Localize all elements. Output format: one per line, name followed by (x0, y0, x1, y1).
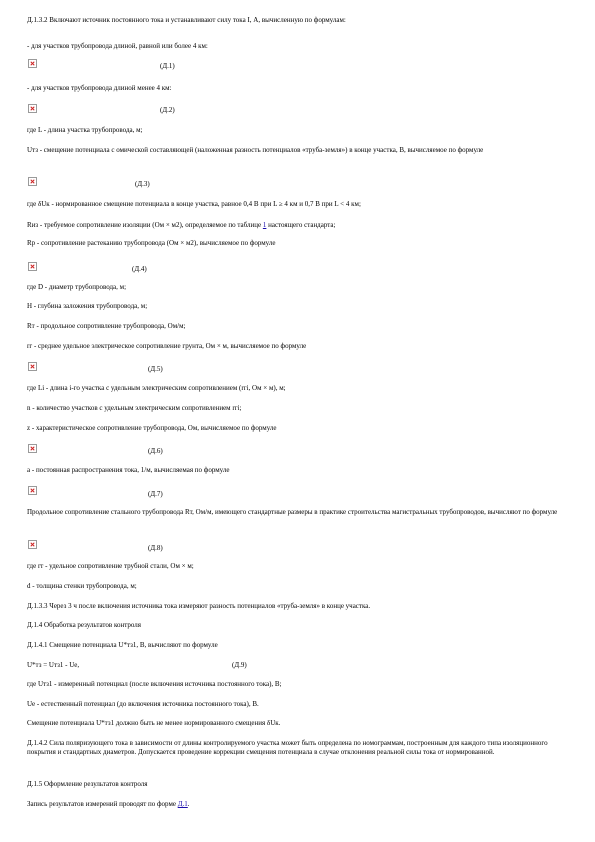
paragraph-wall-thickness: d - толщина стенки трубопровода, м; (27, 582, 137, 590)
paragraph-li-definition: где Li - длина i-го участка с удельным электрическим сопротивлением (rгi, Ом × м), м; (27, 384, 286, 392)
paragraph-d1-3-2: Д.1.3.2 Включают источник постоянного тока и устанавливают силу тока I, А, вычисленную по формулам: (27, 16, 346, 24)
paragraph-h-definition: H - глубина заложения трубопровода, м; (27, 302, 148, 310)
heading-d1-5: Д.1.5 Оформление результатов контроля (27, 780, 148, 788)
paragraph-rt-longitudinal: Продольное сопротивление стального трубопровода Rт, Ом/м, имеющего стандартные размеры в практике строительства магистральных трубопроводов, вычисляют по формуле (27, 508, 558, 516)
broken-image-icon (28, 486, 37, 495)
equation-number: (Д.5) (148, 365, 163, 373)
paragraph-rg-definition: rг - среднее удельное электрическое сопротивление грунта, Ом × м, вычисляемое по формуле (27, 342, 307, 350)
broken-image-icon (28, 177, 37, 186)
equation-number: (Д.4) (132, 265, 147, 273)
broken-image-icon (28, 59, 37, 68)
paragraph-utz1-definition: где Uтз1 - измеренный потенциал (после включения источника постоянного тока), В; (27, 680, 282, 688)
paragraph-ue-definition: Uе - естественный потенциал (до включения источника постоянного тока), В. (27, 700, 259, 708)
equation-number: (Д.1) (160, 62, 175, 70)
equation-number: (Д.2) (160, 106, 175, 114)
broken-image-icon (28, 104, 37, 113)
equation-number: (Д.6) (148, 447, 163, 455)
broken-image-icon (28, 362, 37, 371)
paragraph-d-definition: где D - диаметр трубопровода, м; (27, 283, 127, 291)
table-1-link[interactable]: 1 (262, 221, 267, 229)
paragraph-a-definition: a - постоянная распространения тока, 1/м, вычисляемая по формуле (27, 466, 230, 474)
equation-number: (Д.7) (148, 490, 163, 498)
paragraph-z-definition: z - характеристическое сопротивление трубопровода, Ом, вычисляемое по формуле (27, 424, 277, 432)
paragraph-rt-definition: Rт - продольное сопротивление трубопровода, Ом/м; (27, 322, 186, 330)
broken-image-icon (28, 444, 37, 453)
form-d1-link[interactable]: Д.1 (177, 800, 188, 808)
formula-inline: U*тз = Uтз1 - Uе, (27, 661, 80, 669)
paragraph-duk-definition: где δUк - нормированное смещение потенциала в конце участка, равное 0,4 В при L ≥ 4 км и 0,7 В при L < 4 км; (27, 200, 361, 208)
paragraph-short-section: - для участков трубопровода длиной менее 4 км: (27, 84, 172, 92)
paragraph-riz-definition: Rиз - требуемое сопротивление изоляции (Ом × м2), определяемое по таблице 1 настоящего стандарта; (27, 221, 336, 229)
paragraph-n-definition: n - количество участков с удельным электрическим сопротивлением rгi; (27, 404, 242, 412)
paragraph-d1-4-1: Д.1.4.1 Смещение потенциала U*тз1, В, вычисляют по формуле (27, 641, 218, 649)
paragraph-d1-3-3: Д.1.3.3 Через 3 ч после включения источника тока измеряют разность потенциалов «труба-земля» в конце участка. (27, 602, 371, 610)
equation-number: (Д.8) (148, 544, 163, 552)
paragraph-utz-definition: Uтз - смещение потенциала с омической составляющей (наложенная разность потенциалов «труба-земля») в конце участка, В, вычисляемое по формуле (27, 146, 484, 154)
heading-d1-4: Д.1.4 Обработка результатов контроля (27, 621, 141, 629)
equation-number: (Д.3) (135, 180, 150, 188)
paragraph-d1-4-2: Д.1.4.2 Сила поляризующего тока в зависимости от длины контролируемого участка может быть определена по номограммам, построенным для каждого типа изоляционного покрытия и стандартных диаметров. Допускается проведение коррекции смещения потенциала в случае отклонения реальной силы тока от нормированной. (27, 739, 548, 756)
paragraph-shift-requirement: Смещение потенциала U*тз1 должно быть не менее нормированного смещения δUк. (27, 719, 281, 727)
paragraph-rtube-definition: где rт - удельное сопротивление трубной стали, Ом × м; (27, 562, 194, 570)
equation-number: (Д.9) (232, 661, 247, 669)
paragraph-l-definition: где L - длина участка трубопровода, м; (27, 126, 143, 134)
paragraph-record-form: Запись результатов измерений проводят по форме Д.1. (27, 800, 190, 808)
paragraph-long-section: - для участков трубопровода длиной, равной или более 4 км: (27, 42, 208, 50)
broken-image-icon (28, 262, 37, 271)
paragraph-rp-definition: Rр - сопротивление растеканию трубопровода (Ом × м2), вычисляемое по формуле (27, 239, 276, 247)
broken-image-icon (28, 540, 37, 549)
